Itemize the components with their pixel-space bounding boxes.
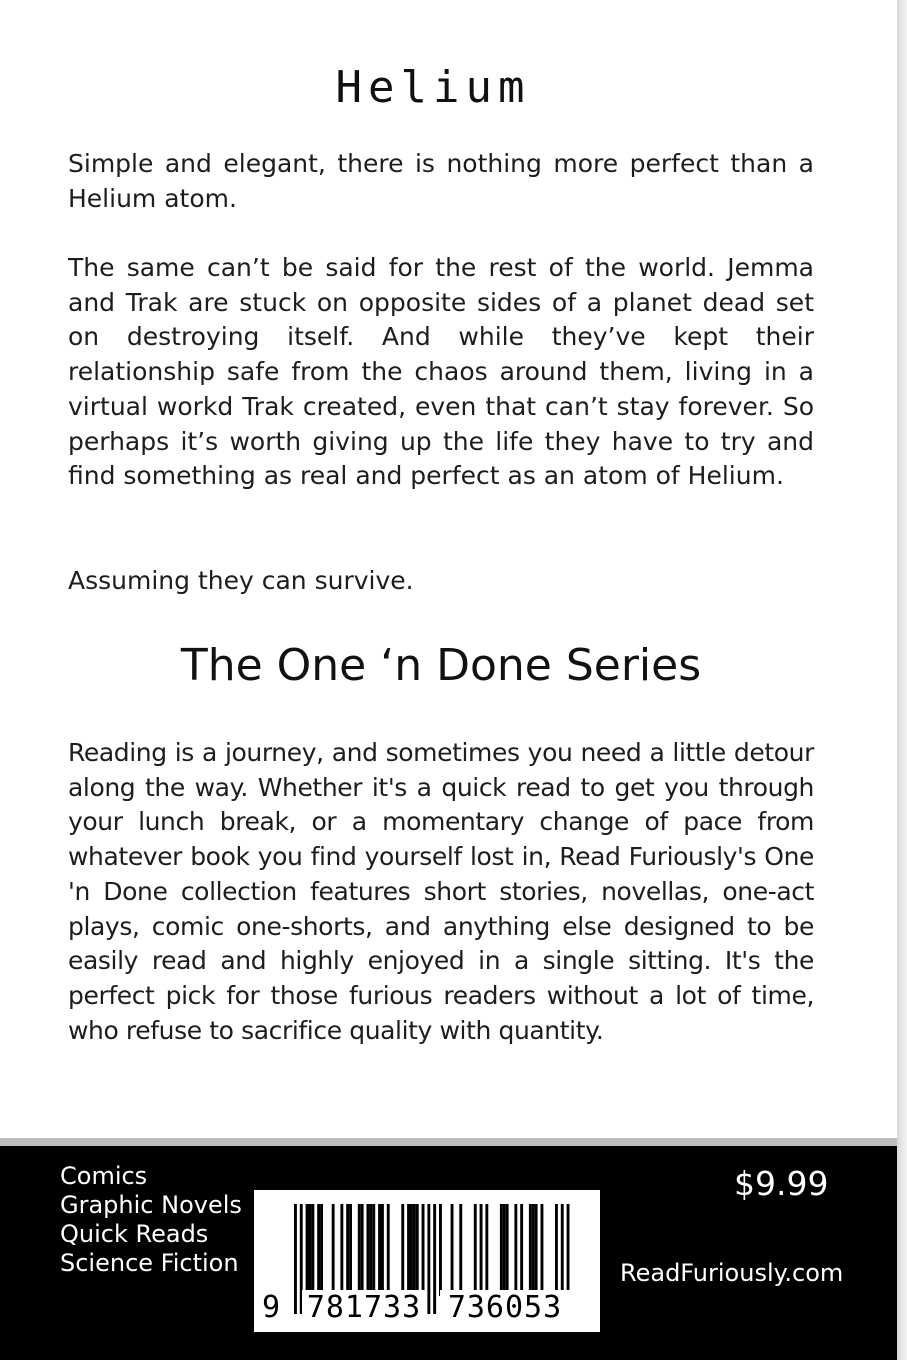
isbn-group-1: 781733 <box>302 1290 426 1325</box>
barcode-bar <box>311 1204 314 1296</box>
barcode-bar <box>500 1204 503 1296</box>
blurb-paragraph-3: Assuming they can survive. <box>68 566 414 595</box>
barcode-bar <box>340 1204 343 1296</box>
isbn-group-2: 736053 <box>440 1290 570 1325</box>
barcode-bar <box>381 1204 384 1296</box>
barcode-bar <box>372 1204 375 1296</box>
page-edge <box>897 0 907 1360</box>
barcode-bar <box>451 1204 454 1296</box>
barcode-bar <box>309 1204 312 1296</box>
barcode-bar <box>361 1204 364 1296</box>
footer-band <box>0 1146 897 1360</box>
series-description: Reading is a journey, and sometimes you need a little detour along the way. Whether it's a quick read to get you through your lunch break, or a momentary change of pace from whatever book you find yourself lost in, Read Furiously's One 'n Done collection features short stories, novellas, one-act plays, comic one-shorts, and anything else designed to be easily read and highly enjoyed in a single sitting. It's the perfect pick for those furious readers without a lot of time, who refuse to sacrifice quality with quantity. <box>68 738 814 1045</box>
barcode-bar <box>555 1204 558 1296</box>
price: $9.99 <box>734 1164 829 1203</box>
barcode-bar <box>369 1204 372 1296</box>
barcode-bar <box>332 1204 335 1296</box>
series-heading: The One ‘n Done Series <box>180 640 702 691</box>
barcode-bar <box>378 1204 381 1296</box>
isbn-barcode <box>254 1190 600 1332</box>
barcode-guard-bar <box>433 1204 436 1314</box>
genre-list <box>60 1162 242 1278</box>
barcode-bar <box>306 1204 309 1296</box>
barcode-bar <box>413 1204 416 1296</box>
barcode-bar <box>532 1204 535 1296</box>
genre-item: Quick Reads <box>60 1220 209 1248</box>
barcode-bar <box>520 1204 523 1296</box>
barcode-bar <box>474 1204 477 1296</box>
barcode-bar <box>541 1204 544 1296</box>
blurb-paragraph-1: Simple and elegant, there is nothing more perfect than a Helium atom. <box>68 149 814 213</box>
barcode-guard-bar <box>427 1204 430 1314</box>
barcode-bar <box>401 1204 404 1296</box>
barcode-bar <box>346 1204 349 1296</box>
barcode-bar <box>439 1204 442 1296</box>
website-url: ReadFuriously.com <box>620 1259 844 1287</box>
barcode-bar <box>529 1204 532 1296</box>
barcode-bar <box>485 1204 488 1296</box>
isbn-first-digit: 9 <box>262 1290 281 1325</box>
book-title: Helium <box>335 62 531 113</box>
barcode-bar <box>503 1204 506 1296</box>
barcode-bar <box>506 1204 509 1296</box>
blurb-paragraph-2: The same can’t be said for the rest of the world. Jemma and Trak are stuck on opposite sides of a planet dead set on destroying itself. And while they’ve kept their relationship safe from the chaos around them, living in a virtual workd Trak created, even that can’t stay forever. So perhaps it’s worth giving up the life they have to try and find something as real and perfect as an atom of Helium. <box>68 253 814 491</box>
barcode-bar <box>514 1204 517 1296</box>
barcode-bar <box>387 1204 390 1296</box>
barcode-bar <box>535 1204 538 1296</box>
barcode-bar <box>459 1204 462 1296</box>
genre-item: Graphic Novels <box>60 1191 242 1219</box>
barcode-guard-bar <box>294 1204 297 1314</box>
barcode-bar <box>317 1204 320 1296</box>
genre-item: Science Fiction <box>60 1249 239 1277</box>
footer-divider <box>0 1138 897 1146</box>
barcode-bar <box>358 1204 361 1296</box>
barcode-bar <box>416 1204 419 1296</box>
barcode-bar <box>367 1204 370 1296</box>
barcode-bar <box>349 1204 352 1296</box>
barcode-bar <box>480 1204 483 1296</box>
genre-item: Comics <box>60 1162 148 1190</box>
barcode-bar <box>410 1204 413 1296</box>
barcode-bar <box>407 1204 410 1296</box>
barcode-bar <box>422 1204 425 1296</box>
barcode-bar <box>320 1204 323 1296</box>
